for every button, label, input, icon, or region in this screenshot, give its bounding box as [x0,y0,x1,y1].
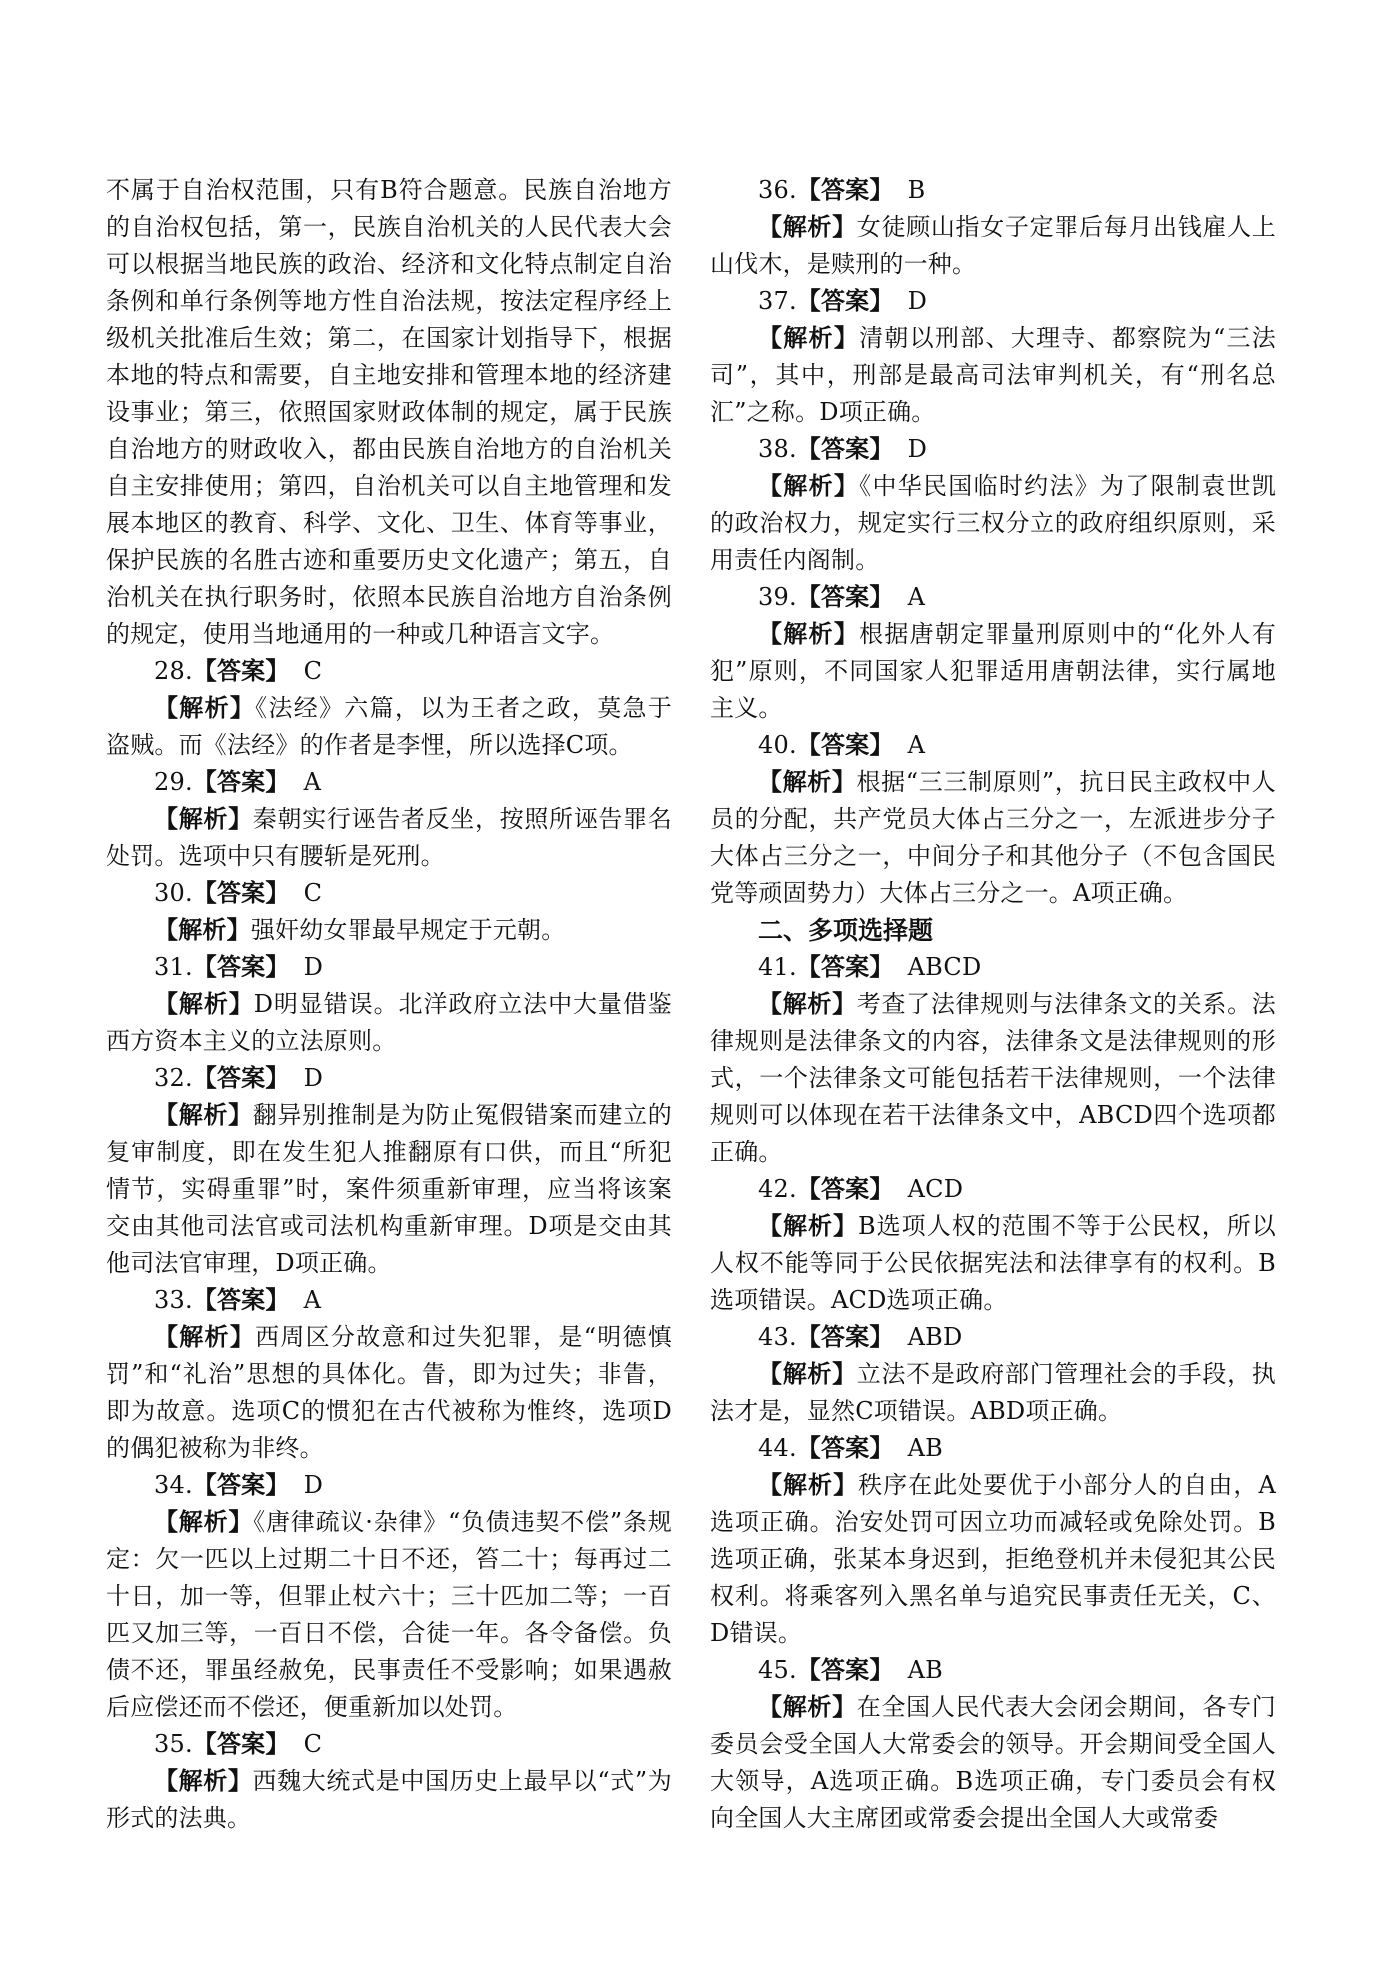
answer-item-30 [106,875,672,949]
answer-line [710,172,1276,209]
explanation [710,1467,1276,1652]
explanation-tag: 【解析】 [154,916,251,944]
answer-item-41 [710,949,1276,1171]
explanation [710,209,1276,283]
answer-item-34 [106,1467,672,1726]
answer-line [710,1171,1276,1208]
answer-value: C [303,879,323,907]
answer-line [710,727,1276,764]
explanation [710,1689,1276,1837]
answer-value: ACD [907,1175,964,1203]
answer-value: D [907,435,928,463]
answer-item-33 [106,1282,672,1467]
answer-value: C [303,657,323,685]
explanation [710,764,1276,912]
explanation-tag: 【解析】 [758,1212,859,1240]
answer-tag: 【答案】 [796,953,894,981]
question-number: 43. [758,1323,797,1351]
answer-line [106,1467,672,1504]
question-number: 36. [758,176,797,204]
explanation-text: 根据唐朝定罪量刑原则中的“化外人有犯”原则，不同国家人犯罪适用唐朝法律，实行属地主义。 [710,620,1276,722]
question-number: 42. [758,1175,797,1203]
answer-value: A [907,731,926,759]
explanation-text: D明显错误。北洋政府立法中大量借鉴西方资本主义的立法原则。 [106,990,672,1055]
answer-line [106,1060,672,1097]
question-number: 31. [154,953,193,981]
explanation [710,320,1276,431]
question-number: 37. [758,287,797,315]
answer-tag: 【答案】 [796,1656,894,1684]
answer-item-38 [710,431,1276,579]
question-number: 44. [758,1434,797,1462]
answer-value: AB [907,1434,943,1462]
explanation [710,1356,1276,1430]
explanation-text: 立法不是政府部门管理社会的手段，执法才是，显然C项错误。ABD项正确。 [710,1360,1276,1425]
explanation-tag: 【解析】 [154,1323,256,1351]
answer-line [710,949,1276,986]
explanation [106,986,672,1060]
explanation-text: 秩序在此处要优于小部分人的自由，A选项正确。治安处罚可因立功而减轻或免除处罚。B选项正确，张某本身迟到，拒绝登机并未侵犯其公民权利。将乘客列入黑名单与追究民事责任无关，C、D错误。 [710,1471,1276,1647]
explanation-tag: 【解析】 [154,990,254,1018]
answer-value: B [907,176,926,204]
answer-item-39 [710,579,1276,727]
answer-item-28 [106,653,672,764]
answer-tag: 【答案】 [796,435,894,463]
question-number: 41. [758,953,797,981]
explanation-text: 根据“三三制原则”，抗日民主政权中人员的分配，共产党员大体占三分之一，左派进步分子大体占三分之一，中间分子和其他分子（不包含国民党等顽固势力）大体占三分之一。A项正确。 [710,768,1276,907]
answer-value: A [303,768,322,796]
explanation-text: 翻异别推制是为防止冤假错案而建立的复审制度，即在发生犯人推翻原有口供，而且“所犯情节，实碍重罪”时，案件须重新审理，应当将该案交由其他司法官或司法机构重新审理。D项是交由其他司法官审理，D项正确。 [106,1101,672,1277]
answer-tag: 【答案】 [192,953,290,981]
explanation-text: 在全国人民代表大会闭会期间，各专门委员会受全国人大常委会的领导。开会期间受全国人大领导，A选项正确。B选项正确，专门委员会有权向全国人大主席团或常委会提出全国人大或常委 [710,1693,1276,1832]
answer-item-31 [106,949,672,1060]
answer-value: D [303,1471,324,1499]
answer-value: AB [907,1656,943,1684]
answer-item-37 [710,283,1276,431]
answer-line [106,1726,672,1763]
answer-tag: 【答案】 [796,1323,894,1351]
answer-tag: 【答案】 [192,879,290,907]
right-column [710,172,1276,1837]
explanation-tag: 【解析】 [758,1360,857,1388]
explanation-tag: 【解析】 [758,1693,857,1721]
answer-line [106,653,672,690]
answer-tag: 【答案】 [796,731,894,759]
answer-value: C [303,1730,323,1758]
explanation [106,1097,672,1282]
explanation-tag: 【解析】 [758,620,860,648]
explanation-text: B选项人权的范围不等于公民权，所以人权不能等同于公民依据宪法和法律享有的权利。B选项错误。ACD选项正确。 [710,1212,1276,1314]
explanation [710,1208,1276,1319]
answer-line [710,431,1276,468]
question-number: 33. [154,1286,193,1314]
answer-line [710,1430,1276,1467]
explanation-text: 《唐律疏议·杂律》“负债违契不偿”条规定：欠一匹以上过期二十日不还，笞二十；每再过二十日，加一等，但罪止杖六十；三十匹加二等；一百匹又加三等，一百日不偿，合徒一年。各令备偿。负债不还，罪虽经赦免，民事责任不受影响；如果遇赦后应偿还而不偿还，便重新加以处罚。 [106,1508,672,1721]
question-number: 32. [154,1064,193,1092]
question-number: 28. [154,657,193,685]
explanation-tag: 【解析】 [154,805,253,833]
explanation-text: 《法经》六篇，以为王者之政，莫急于盗贼。而《法经》的作者是李悝，所以选择C项。 [106,694,672,759]
answer-tag: 【答案】 [796,1175,894,1203]
answer-item-40 [710,727,1276,912]
explanation-text: 《中华民国临时约法》为了限制袁世凯的政治权力，规定实行三权分立的政府组织原则，采用责任内阁制。 [710,472,1276,574]
answer-line [106,1282,672,1319]
answer-tag: 【答案】 [192,1471,290,1499]
section-heading: 二、多项选择题 [758,916,934,945]
answer-tag: 【答案】 [192,1730,290,1758]
answer-line [106,764,672,801]
answer-value: D [907,287,928,315]
explanation [106,1319,672,1467]
explanation-text: 西魏大统式是中国历史上最早以“式”为形式的法典。 [106,1767,672,1832]
answer-tag: 【答案】 [796,583,894,611]
answer-value: D [303,953,324,981]
answer-line [710,283,1276,320]
answer-item-29 [106,764,672,875]
explanation [710,468,1276,579]
answer-item-43 [710,1319,1276,1430]
answer-value: ABCD [907,953,982,981]
continued-paragraph: 不属于自治权范围，只有B符合题意。民族自治地方的自治权包括，第一，民族自治机关的人民代表大会可以根据当地民族的政治、经济和文化特点制定自治条例和单行条例等地方性自治法规，按法定程序经上级机关批准后生效；第二，在国家计划指导下，根据本地的特点和需要，自主地安排和管理本地的经济建设事业；第三，依照国家财政体制的规定，属于民族自治地方的财政收入，都由民族自治地方的自治机关自主安排使用；第四，自治机关可以自主地管理和发展本地区的教育、科学、文化、卫生、体育等事业，保护民族的名胜古迹和重要历史文化遗产；第五，自治机关在执行职务时，依照本民族自治地方自治条例的规定，使用当地通用的一种或几种语言文字。 [106,176,672,648]
answer-value: A [907,583,926,611]
explanation-tag: 【解析】 [154,694,256,722]
answer-tag: 【答案】 [192,657,290,685]
answer-line [710,579,1276,616]
answer-line [106,949,672,986]
explanation-text: 西周区分故意和过失犯罪，是“明德慎罚”和“礼治”思想的具体化。眚，即为过失；非眚，即为故意。选项C的惯犯在古代被称为惟终，选项D的偶犯被称为非终。 [106,1323,672,1462]
answer-tag: 【答案】 [796,176,894,204]
answer-item-32 [106,1060,672,1282]
explanation-tag: 【解析】 [758,768,857,796]
explanation-tag: 【解析】 [758,213,857,241]
answer-value: ABD [907,1323,963,1351]
answer-line [710,1319,1276,1356]
question-number: 38. [758,435,797,463]
question-number: 29. [154,768,193,796]
answer-item-44 [710,1430,1276,1652]
explanation-tag: 【解析】 [758,324,860,352]
explanation-tag: 【解析】 [758,990,857,1018]
explanation [106,801,672,875]
answer-line [710,1652,1276,1689]
explanation [710,616,1276,727]
answer-tag: 【答案】 [192,1286,290,1314]
answer-tag: 【答案】 [796,1434,894,1462]
explanation-text: 强奸幼女罪最早规定于元朝。 [250,916,566,944]
explanation [106,690,672,764]
explanation [710,986,1276,1171]
left-column [106,172,672,1837]
answer-item-36 [710,172,1276,283]
explanation-tag: 【解析】 [758,1471,859,1499]
answer-tag: 【答案】 [796,287,894,315]
answer-value: D [303,1064,324,1092]
answer-item-42 [710,1171,1276,1319]
question-number: 45. [758,1656,797,1684]
answer-line [106,875,672,912]
explanation-text: 清朝以刑部、大理寺、都察院为“三法司”，其中，刑部是最高司法审判机关，有“刑名总汇”之称。D项正确。 [710,324,1276,426]
explanation-text: 女徒顾山指女子定罪后每月出钱雇人上山伐木，是赎刑的一种。 [710,213,1276,278]
answer-value: A [303,1286,322,1314]
answer-tag: 【答案】 [192,1064,290,1092]
answer-item-45 [710,1652,1276,1837]
explanation-tag: 【解析】 [154,1508,254,1536]
explanation-tag: 【解析】 [758,472,860,500]
question-number: 40. [758,731,797,759]
answer-item-35 [106,1726,672,1837]
explanation-tag: 【解析】 [154,1767,253,1795]
explanation [106,1504,672,1726]
explanation-tag: 【解析】 [154,1101,253,1129]
question-number: 39. [758,583,797,611]
explanation-text: 秦朝实行诬告者反坐，按照所诬告罪名处罚。选项中只有腰斩是死刑。 [106,805,672,870]
question-number: 30. [154,879,193,907]
question-number: 35. [154,1730,193,1758]
explanation [106,912,672,949]
answer-tag: 【答案】 [192,768,290,796]
explanation [106,1763,672,1837]
question-number: 34. [154,1471,193,1499]
explanation-text: 考查了法律规则与法律条文的关系。法律规则是法律条文的内容，法律条文是法律规则的形式，一个法律条文可能包括若干法律规则，一个法律规则可以体现在若干法律条文中，ABCD四个选项都正确。 [710,990,1276,1166]
